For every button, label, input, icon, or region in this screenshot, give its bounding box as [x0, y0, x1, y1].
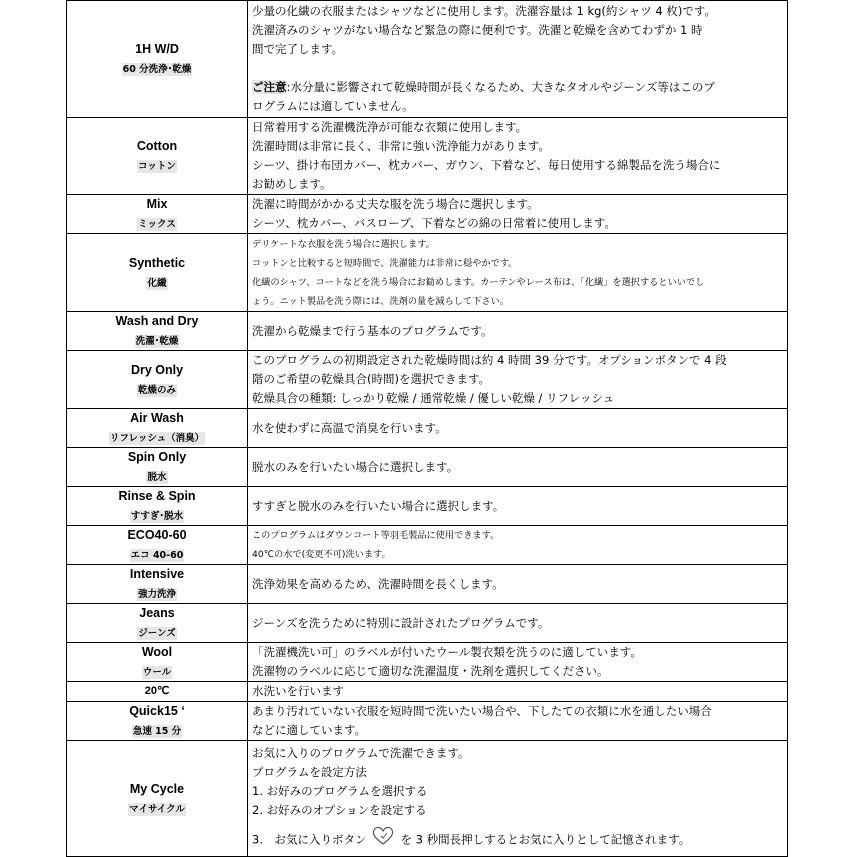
program-name-jp: ミックス: [138, 219, 176, 230]
program-description: [248, 234, 788, 312]
step3-prefix: 3. お気に入りボタン: [252, 832, 367, 846]
program-name-cell: [67, 118, 248, 195]
program-name-jp: コットン: [138, 161, 176, 172]
program-name-cell: [67, 604, 248, 643]
program-description: [248, 448, 788, 487]
table-row: [67, 487, 788, 526]
program-name-en: Dry Only: [130, 362, 184, 377]
program-name-cell: [67, 526, 248, 565]
description-line: 「洗濯機洗い可」のラベルが付いたウール製衣類を洗うのに適しています。: [252, 645, 642, 659]
table-row: [67, 604, 788, 643]
program-name-en: Mix: [146, 197, 168, 211]
description-line: 洗浄効果を高めるため、洗濯時間を長くします。: [252, 576, 504, 591]
table-row: [67, 118, 788, 195]
description-line: 40℃の水で(変更不可)洗います。: [252, 549, 391, 560]
program-name-cell: [67, 643, 248, 682]
description-line: 化繊のシャツ、コートなどを洗う場合にお勧めします。カーテンやレース布は、「化繊」を選択するといいでし: [252, 276, 705, 288]
program-name-en: Wash and Dry: [115, 314, 199, 328]
program-description: [248, 351, 788, 409]
program-name-en: ECO40-60: [127, 528, 187, 542]
program-name-jp: リフレッシュ（消臭）: [109, 433, 205, 444]
program-name-en: My Cycle: [129, 781, 185, 796]
table-row: [67, 448, 788, 487]
table-row: [67, 526, 788, 565]
step3-suffix: を 3 秒間長押しするとお気に入りとして記憶されます。: [400, 832, 691, 846]
program-name-en: Quick15 ‘: [129, 704, 185, 718]
description-line: 洗濯物のラベルに応じて適切な洗濯温度・洗剤を選択してください。: [252, 664, 609, 678]
description-line: 水洗いを行います: [252, 684, 344, 698]
program-description: [248, 1, 788, 118]
program-description: [248, 702, 788, 741]
program-description: [248, 741, 788, 857]
table-row: [67, 702, 788, 741]
program-name-cell: [67, 234, 248, 312]
program-name-cell: [67, 741, 248, 857]
table-row: [67, 682, 788, 702]
program-name-cell: [67, 195, 248, 234]
program-description: [248, 487, 788, 526]
program-name-jp: 強力洗浄: [137, 589, 176, 600]
program-name-jp: 化繊: [147, 277, 167, 289]
table-row: [67, 643, 788, 682]
program-description: [248, 526, 788, 565]
program-name-jp: ウール: [142, 667, 172, 678]
table-row: [67, 409, 788, 448]
description-line: シーツ、枕カバー、バスローブ、下着などの綿の日常着に使用します。: [252, 216, 616, 230]
program-description: [248, 682, 788, 702]
program-name-en: Spin Only: [127, 450, 187, 464]
program-name-jp: すすぎ･脱水: [130, 511, 184, 522]
program-name-en: Rinse & Spin: [118, 489, 196, 503]
program-name-en: Cotton: [136, 139, 178, 153]
description-line: 間で完了します。: [252, 42, 344, 56]
table-row: [67, 565, 788, 604]
program-description: [248, 195, 788, 234]
description-line: シーツ、掛け布団カバー、枕カバー、ガウン、下着など、毎日使用する綿製品を洗う場合に: [252, 158, 721, 172]
description-line: すすぎと脱水のみを行いたい場合に選択します。: [252, 498, 505, 513]
program-name-cell: [67, 487, 248, 526]
description-line: お勧めします。: [252, 177, 332, 191]
program-name-en: Wool: [141, 645, 173, 659]
program-name-cell: [67, 448, 248, 487]
program-table: [66, 0, 788, 857]
program-name-jp: エコ 40-60: [130, 550, 184, 561]
description-line: 洗濯時間は非常に長く、非常に強い洗浄能力があります。: [252, 139, 550, 153]
program-name-jp: ジーンズ: [138, 628, 176, 639]
description-line: ょう。ニット製品を洗う際には、洗剤の量を減らして下さい。: [252, 295, 509, 307]
description-line: 洗濯済みのシャツがない場合など緊急の際に便利です。洗濯と乾燥を含めてわずか 1 時: [252, 23, 703, 37]
program-name-en: 1H W/D: [135, 42, 179, 56]
program-name-jp: 60 分洗浄･乾燥: [122, 64, 192, 75]
description-line: あまり汚れていない衣服を短時間で洗いたい場合や、下したての衣類に水を通したい場合: [252, 704, 712, 718]
program-name-jp: 脱水: [147, 472, 167, 483]
program-name-en: Air Wash: [130, 411, 184, 425]
description-line: 洗濯に時間がかかる丈夫な服を洗う場合に選択します。: [252, 197, 539, 211]
description-line-step3: [252, 826, 785, 854]
program-description: [248, 312, 788, 351]
program-name-cell: [67, 409, 248, 448]
table-row: [67, 312, 788, 351]
description-line: このプログラムはダウンコート等羽毛製品に使用できます。: [252, 530, 500, 541]
table-row: [67, 234, 788, 312]
caution-line: ログラムには適していません。: [252, 99, 414, 113]
description-line: 階のご希望の乾燥具合(時間)を選択できます。: [252, 372, 491, 386]
description-line: ジーンズを洗うために特別に設計されたプログラムです。: [252, 615, 550, 630]
program-name-en: Intensive: [129, 567, 185, 581]
program-name-jp: 乾燥のみ: [137, 384, 176, 396]
program-description: [248, 118, 788, 195]
program-name-cell: [67, 351, 248, 409]
description-line: などに適しています。: [252, 723, 367, 737]
description-line: 2. お好みのオプションを設定する: [252, 802, 427, 817]
program-name-jp: 急速 15 分: [132, 726, 182, 737]
program-name-cell: [67, 682, 248, 702]
description-line: デリケートな衣服を洗う場合に選択します。: [252, 238, 435, 250]
table-row: [67, 195, 788, 234]
program-name-cell: [67, 312, 248, 351]
program-description: [248, 604, 788, 643]
description-line: 少量の化繊の衣服またはシャツなどに使用します。洗濯容量は 1 kg(約シャツ 4 枚)です。: [252, 4, 716, 18]
program-name-jp: マイサイクル: [129, 803, 185, 815]
program-name-en: 20℃: [144, 685, 170, 697]
description-line: プログラムを設定方法: [252, 764, 367, 779]
program-name-cell: [67, 702, 248, 741]
description-line: 日常着用する洗濯機洗浄が可能な衣類に使用します。: [252, 120, 528, 134]
program-description: [248, 409, 788, 448]
program-name-cell: [67, 565, 248, 604]
program-name-cell: [67, 1, 248, 118]
caution-label: ご注意: [252, 80, 287, 94]
description-line: お気に入りのプログラムで洗濯できます。: [252, 745, 470, 760]
program-name-en: Synthetic: [128, 255, 186, 270]
description-line: 乾燥具合の種類: しっかり乾燥 / 通常乾燥 / 優しい乾燥 / リフレッシュ: [252, 391, 615, 405]
description-line: このプログラムの初期設定された乾燥時間は約 4 時間 39 分です。オプションボタンで 4 段: [252, 353, 727, 367]
program-description: [248, 643, 788, 682]
table-row: [67, 351, 788, 409]
heart-icon: [372, 826, 394, 854]
table-row: [67, 741, 788, 857]
program-name-en: Jeans: [139, 606, 175, 620]
description-line: コットンと比較すると短時間で、洗濯能力は非常に穏やかです。: [252, 257, 518, 269]
table-row: [67, 1, 788, 118]
caution-line: [252, 78, 785, 97]
description-line: 水を使わずに高温で消臭を行います。: [252, 420, 447, 435]
caution-text: :水分量に影響されて乾燥時間が長くなるため、大きなタオルやジーンズ等はこのプ: [286, 80, 715, 94]
description-line: 1. お好みのプログラムを選択する: [252, 783, 428, 798]
description-line: 脱水のみを行いたい場合に選択します。: [252, 459, 459, 474]
program-description: [248, 565, 788, 604]
program-name-jp: 洗濯･乾燥: [135, 336, 179, 347]
description-line: 洗濯から乾燥まで行う基本のプログラムです。: [252, 323, 493, 338]
